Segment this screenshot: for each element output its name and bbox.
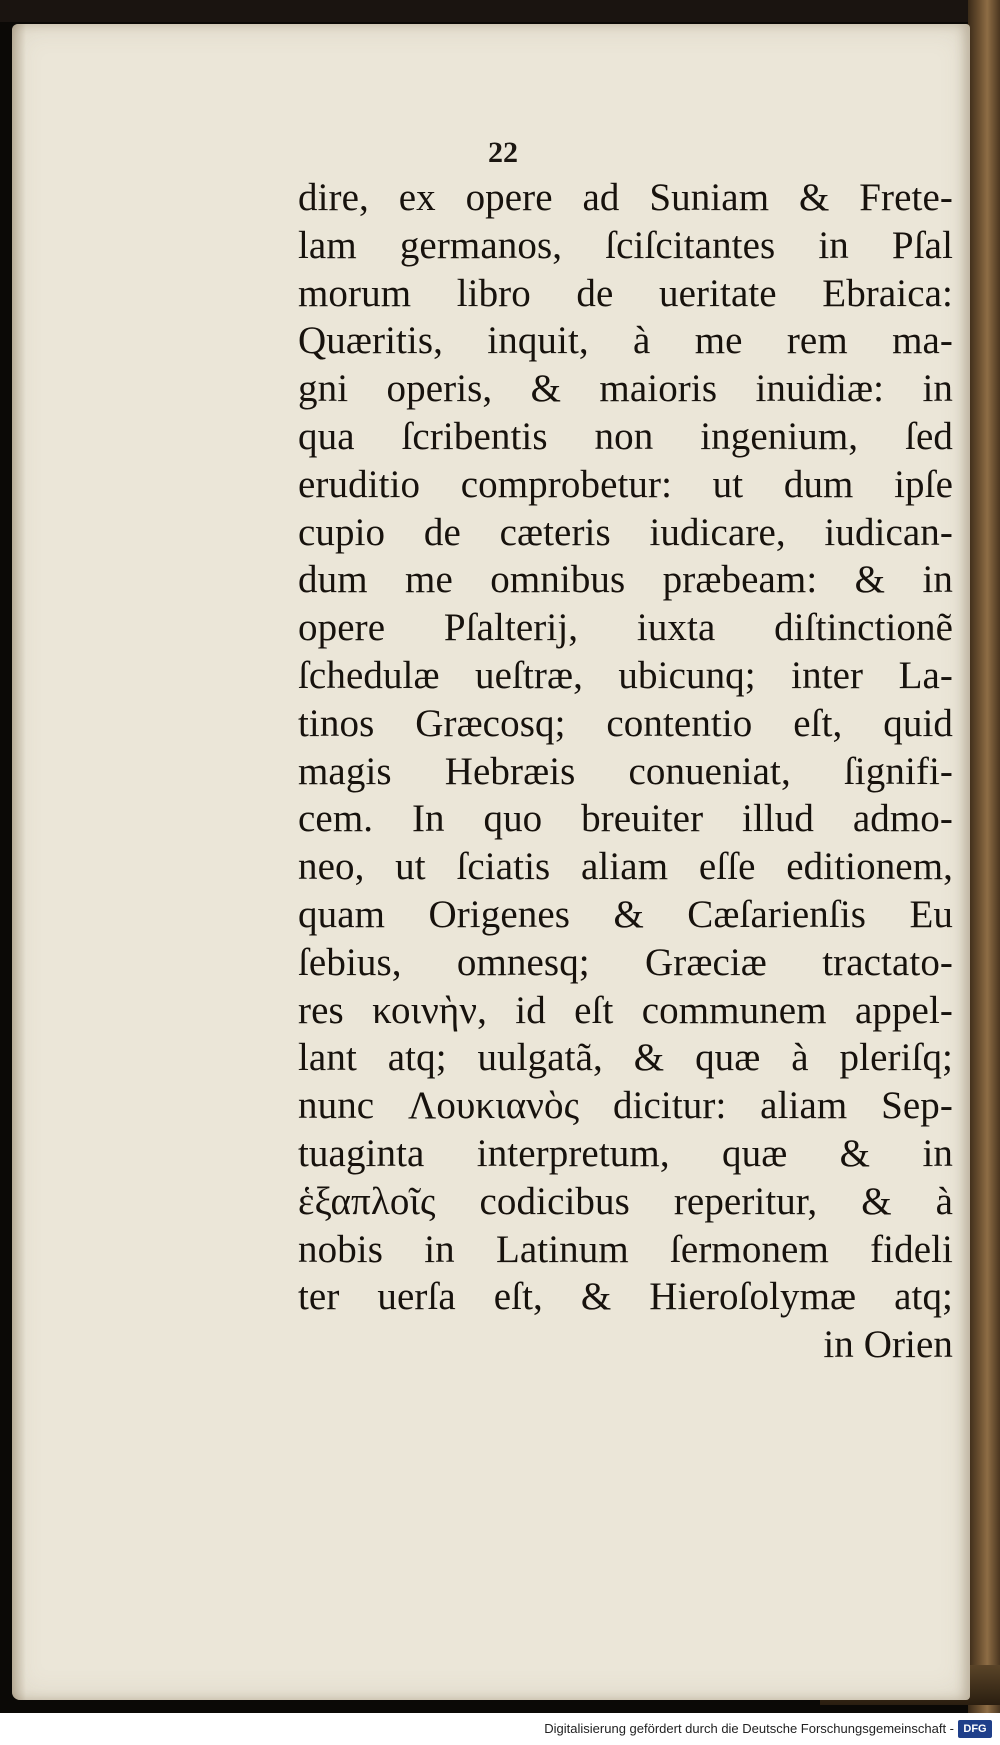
text-line: cem. In quo breuiter illud admo-	[298, 797, 953, 841]
text-line: ſebius, omnesq; Græciæ tractato-	[298, 940, 953, 984]
text-line: tuaginta interpretum, quæ & in	[298, 1131, 953, 1175]
text-line: ἑξαπλοῖς codicibus reperitur, & à	[298, 1179, 953, 1223]
text-line: tinos Græcosq; contentio eſt, quid	[298, 701, 953, 745]
page-number: 22	[488, 136, 518, 169]
text-line: gni operis, & maioris inuidiæ: in	[298, 367, 953, 411]
text-line: ter uerſa eſt, & Hieroſolymæ atq;	[298, 1275, 953, 1319]
text-line-last: in Orien	[823, 1323, 953, 1367]
scan-background-top	[0, 0, 1000, 22]
book-edge	[968, 0, 1000, 1745]
text-line: res κοινὴν, id eſt communem appel-	[298, 988, 953, 1032]
text-line: nobis in Latinum ſermonem fideli	[298, 1227, 953, 1271]
text-line: ſchedulæ ueſtræ, ubicunq; inter La-	[298, 653, 953, 697]
text-line: neo, ut ſciatis aliam eſſe editionem,	[298, 845, 953, 889]
text-line: quam Origenes & Cæſarienſis Eu	[298, 892, 953, 936]
text-line: Quæritis, inquit, à me rem ma-	[298, 319, 953, 363]
text-line: opere Pſalterij, iuxta diſtinctionẽ	[298, 606, 953, 650]
text-block	[298, 174, 953, 1369]
text-line: lant atq; uulgatã, & quæ à pleriſq;	[298, 1036, 953, 1080]
text-line: nunc Λουκιανὸς dicitur: aliam Sep-	[298, 1084, 953, 1128]
text-line: lam germanos, ſciſcitantes in Pſal	[298, 223, 953, 267]
footer-bar	[0, 1713, 1000, 1745]
text-line: magis Hebræis conueniat, ſignifi-	[298, 749, 953, 793]
text-line: cupio de cæteris iudicare, iudican-	[298, 510, 953, 554]
text-line: morum libro de ueritate Ebraica:	[298, 271, 953, 315]
text-line: eruditio comprobetur: ut dum ipſe	[298, 462, 953, 506]
text-line: dum me omnibus præbeam: & in	[298, 558, 953, 602]
text-line: qua ſcribentis non ingenium, ſed	[298, 414, 953, 458]
book-page	[12, 24, 970, 1700]
dfg-logo-icon: DFG	[958, 1720, 992, 1738]
text-line: dire, ex opere ad Suniam & Frete-	[298, 176, 953, 219]
funding-credit: Digitalisierung gefördert durch die Deutsche Forschungsgemeinschaft -	[544, 1721, 954, 1736]
